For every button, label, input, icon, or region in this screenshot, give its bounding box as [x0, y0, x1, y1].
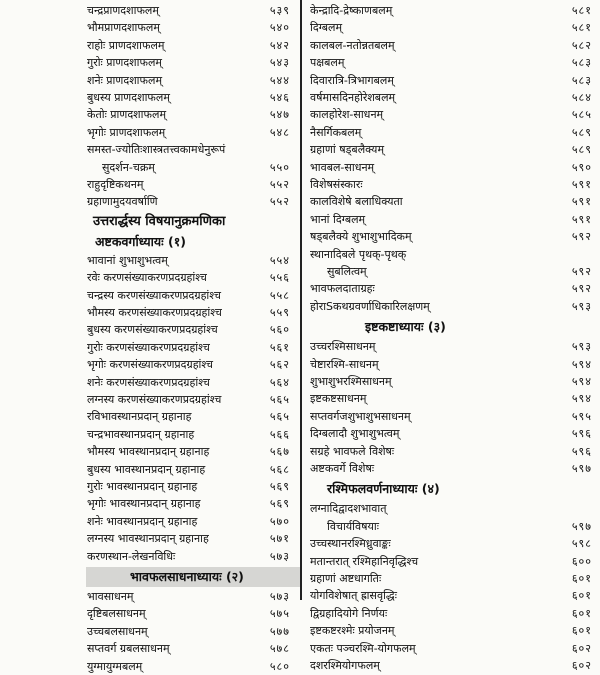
- entry-page: ५८५: [571, 108, 592, 122]
- entry-page: ५५६: [269, 271, 290, 285]
- toc-row: [303, 176, 600, 193]
- toc-row: [303, 246, 600, 263]
- toc-entry: उच्चस्थानरश्मिध्रुवाङ्कः: [310, 537, 391, 551]
- entry-title: वर्षमासदिनहोरेशबलम्: [310, 91, 396, 104]
- toc-row: [0, 530, 300, 547]
- toc-row: [0, 374, 300, 391]
- entry-page: ५४४: [269, 73, 290, 87]
- toc-row: [303, 500, 600, 517]
- entry-page: ५५२: [269, 195, 290, 209]
- toc-row: [0, 605, 300, 622]
- toc-row: [303, 106, 600, 123]
- toc-row: [0, 495, 300, 512]
- toc-row: [303, 19, 600, 36]
- entry-title: गुरोः भावस्थानप्रदान् ग्रहानाह: [87, 480, 198, 493]
- toc-row: [303, 193, 600, 210]
- entry-page: ५३९: [269, 4, 290, 17]
- entry-title: कालविशेषे बलाधिक्यता: [310, 195, 403, 209]
- entry-page: ५६६: [269, 427, 290, 441]
- toc-row: [0, 124, 300, 141]
- toc-entry-page: ६०१: [571, 624, 592, 638]
- toc-row: [0, 426, 300, 443]
- toc-row: [303, 587, 600, 604]
- entry-title: रवेः करणसंख्याकरणप्रदग्रहांश्च: [87, 271, 207, 285]
- entry-page: ५९०: [571, 160, 592, 174]
- left-column: [0, 0, 300, 673]
- entry-page: ५९१: [571, 195, 592, 209]
- entry-page: ५४८: [269, 125, 290, 139]
- entry-page: ५८३: [571, 73, 592, 87]
- toc-row: [303, 657, 600, 674]
- toc-row: [303, 2, 600, 19]
- toc-entry: द्विग्रहादियोगे निर्णयः: [310, 606, 388, 620]
- entry-title: शुभाशुभरश्मिसाधनम्: [310, 375, 392, 388]
- toc-entry-page: ५७३: [269, 549, 290, 563]
- section-heading: उत्तरार्द्धस्य विषयानुक्रमणिका: [93, 213, 226, 229]
- entry-page: ५४७: [269, 108, 290, 122]
- toc-row: [0, 513, 300, 530]
- entry-page: ५६९: [269, 497, 290, 511]
- toc-entry-page: ६०१: [571, 572, 592, 585]
- entry-title: भौमस्य करणसंख्याकरणप्रदग्रहांश्च: [87, 306, 222, 319]
- toc-row: [303, 338, 600, 355]
- entry-title: षड्बलैक्ये शुभाशुभादिकम्: [310, 230, 412, 244]
- toc-row: [0, 461, 300, 478]
- entry-page: ५६८: [269, 462, 290, 476]
- entry-page: ५८१: [571, 4, 592, 17]
- entry-title: बुधस्य प्राणदशाफलम्: [87, 91, 170, 104]
- entry-title: केतोः प्राणदशाफलम्: [87, 108, 167, 122]
- toc-entry-page: ५७८: [269, 642, 290, 656]
- entry-title: शनेः प्राणदशाफलम्: [87, 73, 163, 87]
- entry-page: ५५८: [269, 288, 290, 302]
- toc-entry-page: ६०१: [571, 589, 592, 603]
- toc-row: [0, 478, 300, 495]
- entry-title: नैसर्गिकबलम्: [310, 125, 362, 139]
- toc-row: [0, 193, 300, 210]
- toc-row: [0, 106, 300, 123]
- toc-row: [0, 588, 300, 605]
- toc-row: [303, 298, 600, 315]
- toc-row: [0, 443, 300, 460]
- toc-entry: उच्चबलसाधनम्: [87, 624, 148, 638]
- toc-entry-page: ६०२: [571, 659, 592, 672]
- toc-entry-page: ६००: [571, 554, 592, 568]
- entry-page: ५८३: [571, 56, 592, 70]
- entry-title: स्थानादिबले पृथक्-पृथक्: [310, 247, 407, 261]
- toc-entry-page: ५७५: [269, 607, 290, 621]
- entry-title: दिवारात्रि-त्रिभागबलम्: [310, 73, 394, 87]
- entry-page: ५७०: [269, 514, 290, 528]
- toc-row: [303, 622, 600, 639]
- toc-entry-page: ५७३: [269, 590, 290, 603]
- entry-title: बुधस्य करणसंख्याकरणप्रदग्रहांश्च: [87, 323, 218, 337]
- toc-row: [303, 553, 600, 570]
- toc-row: [0, 141, 300, 158]
- toc-row: [0, 19, 300, 36]
- toc-row: [0, 339, 300, 356]
- toc-row: [0, 321, 300, 338]
- entry-page: ५९७: [571, 519, 592, 533]
- toc-row: [303, 390, 600, 407]
- entry-title: पक्षबलम्: [310, 56, 345, 70]
- entry-title: लग्नस्य करणसंख्याकरणप्रदग्रहांश्च: [87, 393, 222, 406]
- toc-row: [303, 443, 600, 460]
- entry-page: ५६४: [269, 375, 290, 389]
- toc-entry: करणस्थान-लेखनविधिः: [87, 549, 176, 563]
- entry-page: ५७१: [269, 532, 290, 546]
- toc-row: [0, 391, 300, 408]
- entry-page: ५६१: [269, 340, 290, 354]
- toc-row: [303, 54, 600, 71]
- toc-row: [303, 211, 600, 228]
- entry-title: सुबलित्वम्: [327, 265, 367, 278]
- entry-title: चन्द्रस्य करणसंख्याकरणप्रदग्रहांश्च: [87, 288, 221, 302]
- entry-title: राहोः प्राणदशाफलम्: [87, 38, 165, 52]
- entry-page: ५९४: [571, 375, 592, 388]
- toc-row: [303, 159, 600, 176]
- entry-title: इष्टकष्टसाधनम्: [310, 392, 367, 406]
- entry-page: ५८४: [571, 91, 592, 104]
- entry-page: ५६५: [269, 410, 290, 424]
- toc-row: [303, 460, 600, 477]
- toc-entry: एकतः पञ्चरश्मि-योगफलम्: [310, 641, 416, 655]
- entry-page: ५४६: [269, 91, 290, 104]
- toc-entry-page: ५८०: [269, 659, 290, 673]
- entry-title: भावफलदाताग्रहः: [310, 282, 375, 296]
- toc-entry: ग्रहाणां अष्टधागतिः: [310, 572, 382, 585]
- entry-page: ५९४: [571, 392, 592, 406]
- entry-title: कालहोरेश-साधनम्: [310, 108, 384, 122]
- entry-title: शनेः भावस्थानप्रदान् ग्रहानाह: [87, 514, 198, 528]
- entry-page: ५६७: [269, 445, 290, 459]
- toc-row: [303, 570, 600, 587]
- entry-page: ५९१: [571, 178, 592, 191]
- entry-page: ५९६: [571, 427, 592, 441]
- toc-entry: इष्टकष्टरश्मेः प्रयोजनम्: [310, 624, 395, 638]
- right-column: [303, 0, 600, 672]
- entry-page: ५९५: [571, 409, 592, 423]
- toc-row: [303, 72, 600, 89]
- chapter-heading-4: रश्मिफलवर्णनाध्यायः (४): [327, 481, 440, 497]
- toc-entry-page: ६०२: [571, 641, 592, 655]
- toc-row: [303, 518, 600, 535]
- toc-row: [0, 159, 300, 176]
- entry-title: शनेः करणसंख्याकरणप्रदग्रहांश्च: [87, 375, 210, 389]
- entry-title: भृगोः प्राणदशाफलम्: [87, 125, 166, 139]
- entry-page: ५८२: [571, 38, 592, 52]
- entry-title: लग्नादिद्वादशभावात्: [310, 502, 387, 516]
- entry-page: ५९३: [571, 299, 592, 313]
- entry-title: अष्टकवर्गे विशेषः: [310, 462, 375, 475]
- toc-entry: सप्तवर्ग ग्रबलसाधनम्: [87, 642, 170, 656]
- entry-page: ५५०: [269, 160, 290, 174]
- toc-row: [0, 72, 300, 89]
- entry-title: भानां दिग्बलम्: [310, 212, 366, 226]
- entry-title: बुधस्य भावस्थानप्रदान् ग्रहानाह: [87, 462, 206, 476]
- entry-title: रविभावस्थानप्रदान् ग्रहानाह: [87, 410, 192, 424]
- toc-entry-page: ५७७: [269, 624, 290, 638]
- entry-page: ५९४: [571, 357, 592, 371]
- toc-row: [0, 408, 300, 425]
- entry-title: सप्तवर्गजशुभाशुभसाधनम्: [310, 409, 411, 423]
- entry-title: सुदर्शन-चक्रम्: [102, 160, 155, 174]
- entry-page: ५४२: [269, 38, 290, 52]
- entry-page: ५९२: [571, 230, 592, 244]
- toc-entry-page: ५९८: [571, 537, 592, 551]
- entry-title: दिग्बलादौ शुभाशुभत्वम्: [310, 427, 400, 441]
- entry-title: केन्द्रादि-द्रेष्काणबलम्: [310, 4, 393, 17]
- entry-title: भौमस्य भावस्थानप्रदान् ग्रहानाह: [87, 445, 210, 459]
- toc-entry: दृष्टिबलसाधनम्: [87, 607, 146, 621]
- entry-title: विचार्यविषयाः: [327, 519, 379, 533]
- entry-page: ५६२: [269, 358, 290, 372]
- toc-entry: योगविशेषात् ह्रासवृद्धिः: [310, 589, 397, 603]
- entry-title: गुरोः करणसंख्याकरणप्रदग्रहांश्च: [87, 340, 210, 354]
- toc-row: [0, 252, 300, 269]
- entry-page: ५८९: [571, 143, 592, 157]
- toc-row: [0, 37, 300, 54]
- toc-row: [0, 356, 300, 373]
- toc-row: [303, 535, 600, 552]
- entry-page: ५९७: [571, 462, 592, 475]
- entry-page: ५८१: [571, 21, 592, 35]
- toc-row: [0, 2, 300, 19]
- toc-row: [303, 605, 600, 622]
- chapter-heading-2: भावफलसाधनाध्यायः (२): [130, 569, 244, 584]
- entry-title: भृगोः भावस्थानप्रदान् ग्रहानाह: [87, 497, 201, 511]
- toc-row: [0, 548, 300, 565]
- entry-title: सग्रहे भावफले विशेषः: [310, 444, 395, 458]
- entry-title: चेष्टारश्मि-साधनम्: [310, 357, 379, 371]
- entry-title: ग्रहाणामुदयवर्षाणि: [87, 195, 158, 209]
- entry-title: भौमप्राणदशाफलम्: [87, 21, 160, 35]
- entry-page: ५५२: [269, 178, 290, 191]
- toc-row: [303, 141, 600, 158]
- chapter-heading-3: इष्टकष्टाध्यायः (३): [365, 319, 446, 335]
- entry-page: ५९१: [571, 212, 592, 226]
- toc-row: [0, 89, 300, 106]
- toc-row: [303, 373, 600, 390]
- entry-page: ५४३: [269, 56, 290, 70]
- entry-page: ५६९: [269, 480, 290, 493]
- toc-row: [0, 623, 300, 640]
- toc-entry: युग्मायुग्मबलम्: [87, 659, 143, 673]
- toc-row: [303, 408, 600, 425]
- toc-row: [0, 287, 300, 304]
- entry-title: भृगोः करणसंख्याकरणप्रदग्रहांश्च: [87, 358, 214, 372]
- entry-title: भावानां शुभाशुभत्वम्: [87, 253, 168, 267]
- toc-row: [0, 269, 300, 286]
- toc-row: [303, 228, 600, 245]
- column-divider: [300, 0, 302, 600]
- chapter-heading-1: अष्टकवर्गाध्यायः (१): [95, 233, 186, 249]
- toc-entry: मतान्तरात् रश्मिहानिवृद्धिश्च: [310, 554, 419, 568]
- entry-title: चन्द्रप्राणदशाफलम्: [87, 4, 159, 17]
- entry-title: समस्त-ज्योतिःशास्त्रतत्त्वकामधेनुरूपं: [87, 143, 226, 157]
- toc-entry-page: ६०१: [571, 606, 592, 620]
- entry-title: उच्चरश्मिसाधनम्: [310, 340, 376, 354]
- entry-page: ५९६: [571, 444, 592, 458]
- entry-title: दिग्बलम्: [310, 21, 343, 35]
- toc-row: [303, 124, 600, 141]
- entry-page: ५५९: [269, 306, 290, 319]
- toc-row: [0, 658, 300, 675]
- entry-title: होराSकथग्रवर्णाधिकारिलक्षणम्: [310, 299, 430, 313]
- entry-title: ग्रहाणां षड्बलैक्यम्: [310, 143, 385, 157]
- entry-title: कालबल-नतोन्नतबलम्: [310, 38, 395, 52]
- toc-entry: दशरश्मियोगफलम्: [310, 659, 380, 672]
- entry-page: ५९२: [571, 265, 592, 278]
- toc-row: [303, 280, 600, 297]
- entry-page: ५८९: [571, 125, 592, 139]
- entry-title: गुरोः प्राणदशाफलम्: [87, 56, 163, 70]
- entry-page: ५९२: [571, 282, 592, 296]
- entry-title: राहुदृष्टिकथनम्: [87, 178, 144, 191]
- toc-row: [303, 37, 600, 54]
- toc-row: [303, 89, 600, 106]
- entry-page: ५९३: [571, 340, 592, 354]
- toc-row: [0, 54, 300, 71]
- entry-page: ५५४: [269, 253, 290, 267]
- toc-row: [303, 640, 600, 657]
- toc-row: [303, 425, 600, 442]
- entry-page: ५४०: [269, 21, 290, 35]
- entry-title: भावबल-साधनम्: [310, 160, 375, 174]
- entry-page: ५६५: [269, 393, 290, 406]
- toc-row: [0, 304, 300, 321]
- toc-row: [303, 263, 600, 280]
- toc-row: [0, 640, 300, 657]
- entry-title: लग्नस्य भावस्थानप्रदान् ग्रहानाह: [87, 532, 209, 546]
- entry-page: ५६०: [269, 323, 290, 337]
- entry-title: विशेषसंस्कारः: [310, 178, 363, 191]
- toc-entry: भावसाधनम्: [87, 590, 134, 603]
- toc-row: [0, 176, 300, 193]
- toc-row: [303, 356, 600, 373]
- entry-title: चन्द्रभावस्थानप्रदान् ग्रहानाह: [87, 427, 195, 441]
